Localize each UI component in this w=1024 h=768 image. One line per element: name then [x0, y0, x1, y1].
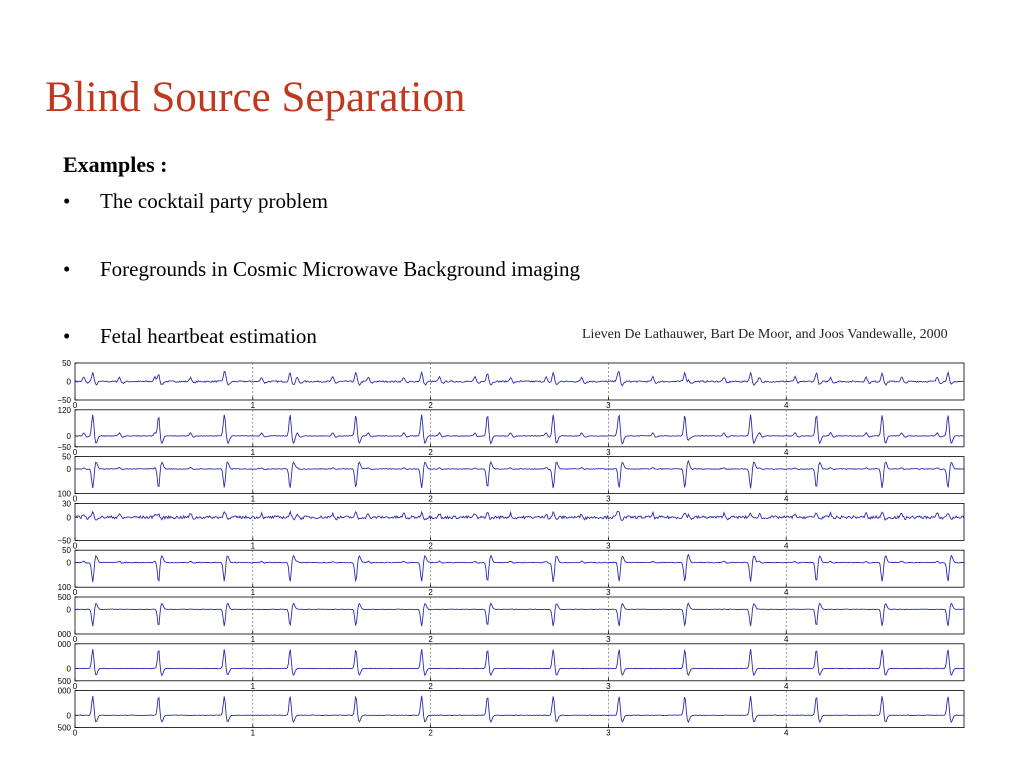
signal-trace [75, 372, 964, 386]
y-tick-label: −50 [57, 396, 71, 405]
x-tick-label: 3 [606, 401, 611, 410]
x-tick-label: 1 [250, 681, 256, 691]
x-tick-label: 2 [428, 728, 433, 738]
x-tick-label: 4 [783, 401, 789, 410]
x-tick-label: 0 [72, 681, 78, 691]
y-tick-label: 50 [62, 452, 71, 462]
bullet-text: The cocktail party problem [100, 189, 328, 213]
panel-frame [75, 691, 964, 728]
y-tick-label: −50 [57, 442, 71, 452]
bullet-text: Fetal heartbeat estimation [100, 324, 317, 348]
bullet-item [63, 324, 317, 349]
x-tick-label: 2 [428, 401, 433, 410]
x-tick-label: 1 [250, 447, 256, 457]
x-tick-label: 4 [783, 588, 789, 598]
y-tick-label: 0 [66, 711, 71, 721]
x-tick-label: 4 [783, 541, 789, 551]
x-tick-label: 1 [250, 728, 256, 738]
x-tick-label: 2 [428, 447, 433, 457]
bullet-item [63, 189, 328, 214]
y-tick-label: 000 [57, 630, 71, 639]
x-tick-label: 3 [606, 494, 611, 504]
x-tick-label: 1 [250, 588, 256, 598]
x-tick-label: 2 [428, 635, 433, 644]
slide-title: Blind Source Separation [45, 74, 466, 121]
signal-trace [75, 511, 964, 520]
x-tick-label: 1 [250, 635, 256, 644]
y-tick-label: 0 [66, 431, 71, 441]
x-tick-label: 0 [72, 541, 78, 551]
x-tick-label: 0 [72, 447, 78, 457]
y-tick-label: 100 [57, 583, 71, 593]
panel-frame [75, 644, 964, 681]
x-tick-label: 1 [250, 541, 256, 551]
x-tick-label: 4 [783, 447, 789, 457]
panel-frame [75, 457, 964, 494]
y-tick-label: 0 [66, 377, 71, 387]
citation: Lieven De Lathauwer, Bart De Moor, and Joos Vandewalle, 2000 [582, 327, 948, 342]
y-tick-label: 30 [62, 499, 71, 509]
x-tick-label: 4 [783, 635, 789, 644]
x-tick-label: 2 [428, 681, 433, 691]
signal-trace [75, 603, 964, 626]
x-tick-label: 4 [783, 728, 789, 738]
y-tick-label: 50 [62, 546, 71, 556]
x-tick-label: 2 [428, 494, 433, 504]
y-tick-label: 000 [57, 686, 71, 696]
bullet-icon: • [63, 257, 71, 281]
y-tick-label: 120 [57, 405, 71, 415]
y-tick-label: 0 [66, 558, 71, 568]
x-tick-label: 4 [783, 494, 789, 504]
y-tick-label: 500 [57, 676, 71, 686]
y-tick-label: 0 [66, 513, 71, 523]
panel-frame [75, 550, 964, 587]
bullet-item [63, 257, 580, 282]
panel-frame [75, 597, 964, 634]
x-tick-label: 3 [606, 447, 611, 457]
signal-trace [75, 461, 964, 489]
y-tick-label: 100 [57, 489, 71, 499]
x-tick-label: 3 [606, 635, 611, 644]
bullet-icon: • [63, 189, 71, 213]
x-tick-label: 2 [428, 541, 433, 551]
y-tick-label: −50 [57, 536, 71, 546]
signal-trace [75, 696, 964, 722]
x-tick-label: 2 [428, 588, 433, 598]
ecg-traces-chart [0, 355, 1024, 745]
signal-trace [75, 649, 964, 675]
y-tick-label: 500 [57, 593, 71, 602]
x-tick-label: 1 [250, 494, 256, 504]
bullet-text: Foregrounds in Cosmic Microwave Background imaging [100, 257, 581, 281]
x-tick-label: 4 [783, 681, 789, 691]
x-tick-label: 3 [606, 588, 611, 598]
examples-label: Examples : [63, 152, 168, 177]
y-tick-label: 0 [66, 664, 71, 674]
x-tick-label: 0 [72, 728, 78, 738]
x-tick-label: 3 [606, 541, 611, 551]
x-tick-label: 3 [606, 681, 611, 691]
x-tick-label: 0 [72, 635, 78, 644]
x-tick-label: 0 [72, 588, 78, 598]
y-tick-label: 500 [57, 723, 71, 733]
x-tick-label: 0 [72, 401, 78, 410]
x-tick-label: 1 [250, 401, 256, 410]
x-tick-label: 3 [606, 728, 611, 738]
y-tick-label: 50 [62, 359, 71, 368]
x-tick-label: 0 [72, 494, 78, 504]
signal-trace [75, 555, 964, 582]
y-tick-label: 0 [66, 464, 71, 474]
y-tick-label: 000 [57, 639, 71, 649]
panel-frame [75, 503, 964, 540]
panel-frame [75, 410, 964, 447]
y-tick-label: 0 [66, 605, 71, 615]
signal-trace [75, 415, 964, 444]
bullet-icon: • [63, 324, 71, 348]
